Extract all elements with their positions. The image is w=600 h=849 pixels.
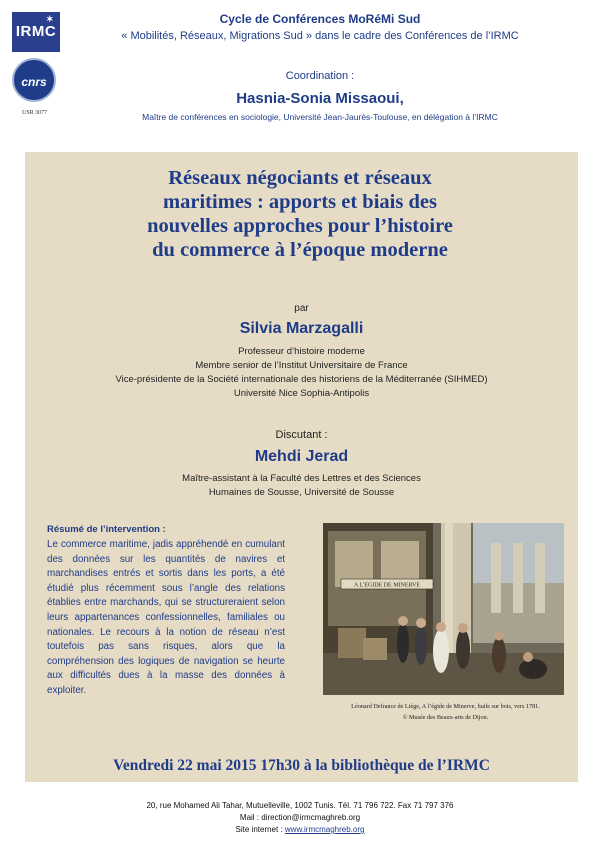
abstract-body: Le commerce maritime, jadis appréhendé en cumulant des données sur les quantités de navires et marchandises entrés et sortis dans les ports, a été étudié plus récemment sous l’angle des relations établies entre marchands, qui se structureraient selon leurs appartenances confessionnelles, familiales ou nationales. Le recours à la notion de réseau n’est toutefois pas sans risques, alors que la compréhension des logiques de navigation se heurte aux difficultés dues à la masse des données à exploiter.	[47, 539, 285, 696]
coordinator-name-text: Hasnia-Sonia Missaoui	[236, 90, 400, 107]
speaker-affiliation-line: Vice-présidente de la Société internationale des historiens de la Méditerranée (SIHMED)	[115, 374, 488, 385]
speaker-name: Silvia Marzagalli	[239, 320, 364, 337]
talk-title-line: nouvelles approches pour l’histoire	[147, 215, 453, 237]
event-date-location: Vendredi 22 mai 2015 17h30 à la bibliothèque de l’IRMC	[113, 757, 490, 774]
coordinator-title: Maître de conférences en sociologie, Université Jean-Jaurès-Toulouse, en délégation à l’IRMC	[142, 112, 498, 122]
discussant-affiliation-line: Humaines de Sousse, Université de Sousse	[208, 487, 395, 498]
footer-address: 20, rue Mohamed Ali Tahar, Mutuelleville, 1002 Tunis. Tél. 71 796 722. Fax 71 797 376	[146, 801, 454, 810]
cnrs-logo	[12, 58, 56, 102]
discussant-name: Mehdi Jerad	[254, 448, 349, 465]
painting-caption: Léonard Defrance de Liège, A l’égide de Minerve, huile sur bois, vers 1781.	[351, 703, 540, 710]
painting-copyright: © Musée des Beaux-arts de Dijon.	[402, 714, 489, 721]
talk-title-line: Réseaux négociants et réseaux	[168, 167, 432, 189]
usr-label: USR 3077	[22, 110, 48, 116]
cnrs-logo-text: cnrs	[21, 75, 47, 89]
website-link[interactable]: www.irmcmaghreb.org	[284, 825, 365, 834]
talk-title	[40, 166, 560, 262]
cycle-title: Cycle de Conférences MoRéMi Sud	[219, 12, 421, 26]
footer-mail: Mail : direction@irmcmaghreb.org	[239, 813, 361, 822]
irmc-logo-text: IRMC	[15, 23, 57, 40]
painting-image	[323, 523, 564, 695]
by-label: par	[294, 303, 309, 314]
talk-title-line: maritimes : apports et biais des	[163, 191, 437, 213]
coordinator-name: Hasnia-Sonia Missaoui,	[236, 90, 404, 107]
speaker-affiliation-line: Professeur d’histoire moderne	[238, 346, 365, 357]
footer-site-label: Site internet :	[235, 825, 285, 834]
footer-website	[0, 825, 600, 834]
abstract-heading: Résumé de l’intervention :	[47, 524, 166, 535]
talk-title-line: du commerce à l’époque moderne	[152, 239, 448, 261]
coordination-label: Coordination :	[285, 70, 355, 82]
speaker-affiliation-line: Université Nice Sophia-Antipolis	[233, 388, 370, 399]
discussant-label: Discutant :	[275, 429, 328, 441]
star-icon: ✶	[45, 14, 54, 24]
irmc-logo	[12, 12, 60, 52]
painting-sign-text: A L'EGIDE DE MINERVE	[353, 582, 421, 589]
cycle-subtitle: « Mobilités, Réseaux, Migrations Sud » dans le cadre des Conférences de l’IRMC	[121, 30, 519, 42]
speaker-affiliation-line: Membre senior de l’Institut Universitaire de France	[195, 360, 408, 371]
discussant-affiliation-line: Maître-assistant à la Faculté des Lettres et des Sciences	[182, 473, 421, 484]
painting-illustration	[323, 523, 564, 695]
